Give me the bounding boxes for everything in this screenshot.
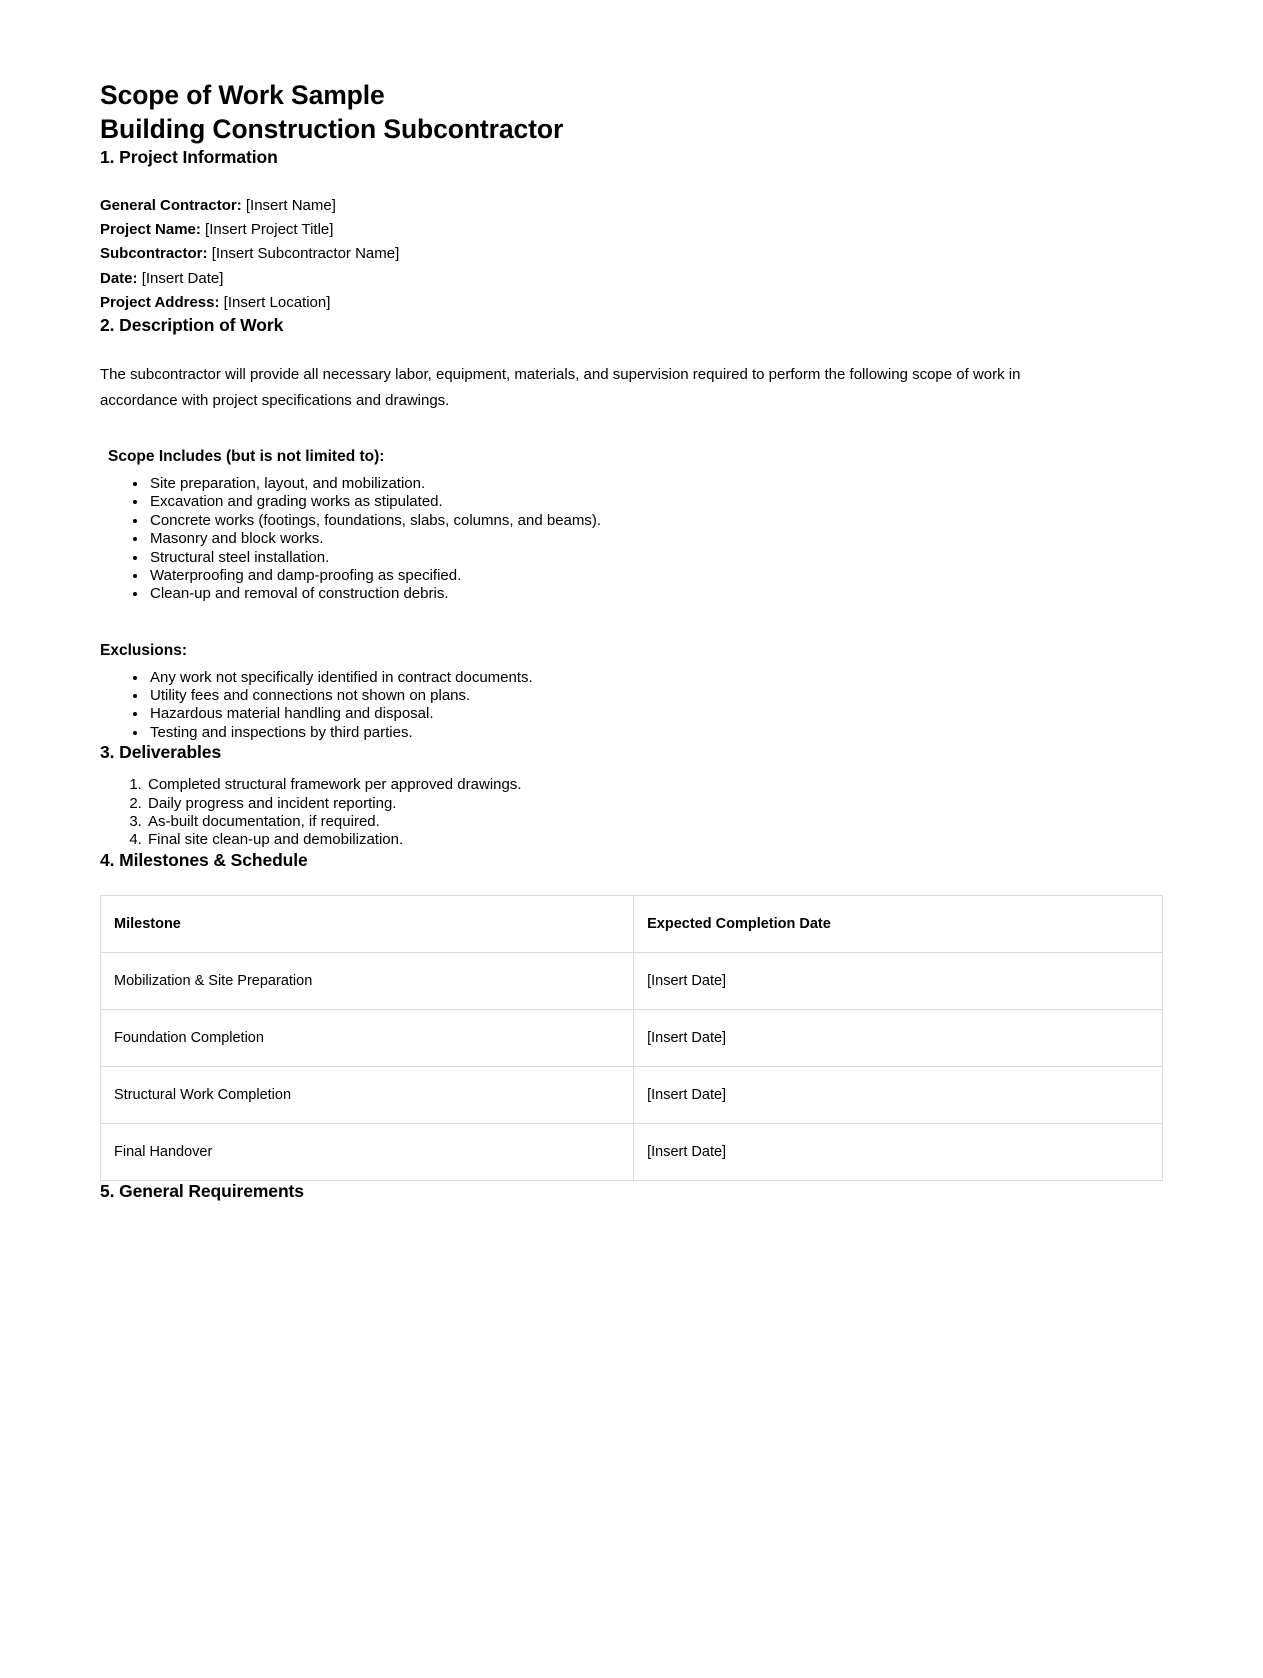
section-heading-milestones-schedule: 4. Milestones & Schedule: [100, 849, 308, 870]
cell-milestone: Structural Work Completion: [101, 1066, 634, 1123]
list-item: • Concrete works (footings, foundations, slabs, columns, and beams).: [148, 512, 1163, 530]
exclusions-list: [100, 669, 1163, 743]
list-item: 2. Daily progress and incident reporting.: [146, 795, 1163, 813]
value-general-contractor: [Insert Name]: [245, 196, 336, 214]
list-item: 3. As-built documentation, if required.: [146, 813, 1163, 831]
exclusions-heading: Exclusions:: [100, 641, 187, 659]
list-item: • Masonry and block works.: [148, 530, 1163, 548]
list-item: • Site preparation, layout, and mobilization.: [148, 475, 1163, 493]
section-heading-project-information: 1. Project Information: [100, 146, 278, 167]
info-row-general-contractor: [100, 194, 1163, 218]
label-subcontractor: Subcontractor:: [100, 245, 208, 263]
cell-date: [Insert Date]: [634, 1123, 1163, 1180]
label-general-contractor: General Contractor:: [100, 196, 242, 214]
scope-includes-list: [100, 475, 1163, 604]
value-subcontractor: [Insert Subcontractor Name]: [211, 245, 400, 263]
list-item: • Excavation and grading works as stipulated.: [148, 493, 1163, 511]
title-line-1: Scope of Work Sample: [100, 80, 385, 110]
cell-date: [Insert Date]: [634, 1009, 1163, 1066]
value-project-address: [Insert Location]: [223, 294, 331, 312]
info-row-project-name: [100, 218, 1163, 242]
list-item: • Structural steel installation.: [148, 549, 1163, 567]
table-row: [101, 1066, 1163, 1123]
cell-milestone: Final Handover: [101, 1123, 634, 1180]
cell-date: [Insert Date]: [634, 1066, 1163, 1123]
cell-date: [Insert Date]: [634, 952, 1163, 1009]
cell-milestone: Mobilization & Site Preparation: [101, 952, 634, 1009]
label-project-name: Project Name:: [100, 221, 201, 239]
section-heading-general-requirements: 5. General Requirements: [100, 1180, 304, 1201]
label-project-address: Project Address:: [100, 294, 220, 312]
list-item: • Utility fees and connections not shown on plans.: [148, 687, 1163, 705]
info-row-date: [100, 267, 1163, 291]
milestones-table: [100, 895, 1163, 1181]
title-line-2: Building Construction Subcontractor: [100, 114, 564, 145]
section-heading-description-of-work: 2. Description of Work: [100, 315, 284, 336]
cell-milestone: Foundation Completion: [101, 1009, 634, 1066]
section-heading-deliverables: 3. Deliverables: [100, 742, 222, 763]
list-item: • Clean-up and removal of construction debris.: [148, 585, 1163, 603]
list-item: • Waterproofing and damp-proofing as specified.: [148, 567, 1163, 585]
table-row: [101, 1009, 1163, 1066]
description-paragraph: The subcontractor will provide all necessary labor, equipment, materials, and supervision required to perform the following scope of work in accordance with project specifications and drawings.: [100, 366, 1021, 410]
deliverables-list: [100, 776, 1163, 850]
column-header-milestone: Milestone: [101, 895, 634, 952]
page-title: [100, 78, 1163, 147]
project-information-block: [100, 194, 1163, 315]
info-row-project-address: [100, 291, 1163, 315]
label-date: Date:: [100, 269, 138, 287]
list-item: • Hazardous material handling and disposal.: [148, 705, 1163, 723]
table-row: [101, 952, 1163, 1009]
info-row-subcontractor: [100, 242, 1163, 266]
value-project-name: [Insert Project Title]: [205, 221, 334, 239]
scope-includes-heading: Scope Includes (but is not limited to):: [108, 447, 385, 465]
list-item: 1. Completed structural framework per approved drawings.: [146, 776, 1163, 794]
list-item: 4. Final site clean-up and demobilization.: [146, 831, 1163, 849]
list-item: • Any work not specifically identified in contract documents.: [148, 669, 1163, 687]
table-row: [101, 1123, 1163, 1180]
value-date: [Insert Date]: [141, 269, 224, 287]
list-item: • Testing and inspections by third parties.: [148, 724, 1163, 742]
column-header-expected-completion-date: Expected Completion Date: [634, 895, 1163, 952]
table-header-row: [101, 895, 1163, 952]
